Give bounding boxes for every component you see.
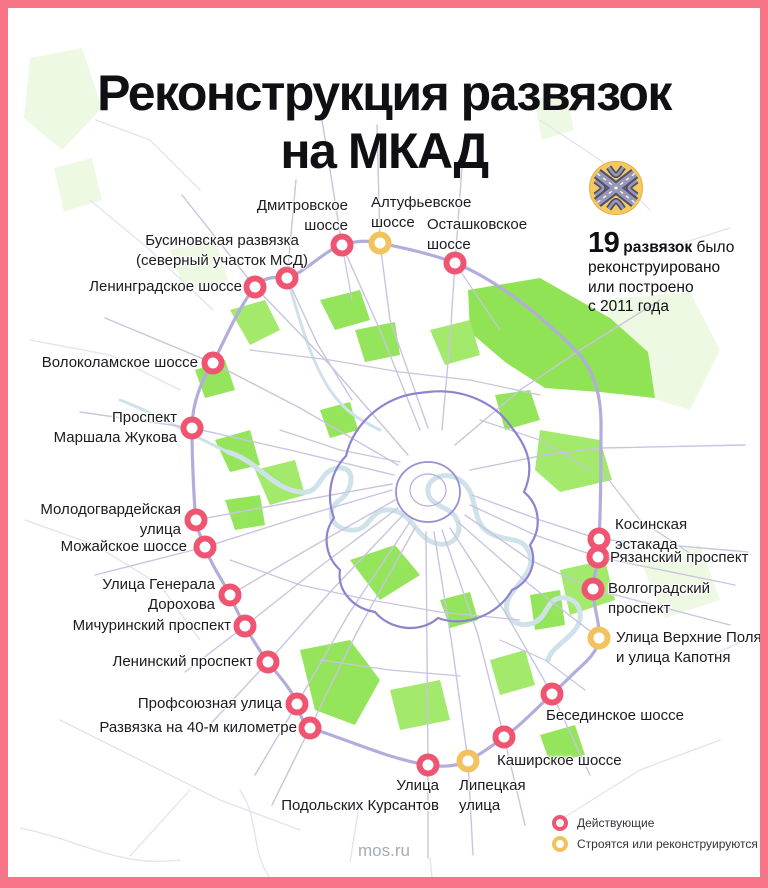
label-besedinskoe: Бесединское шоссе	[546, 707, 684, 724]
label-ostashkovskoe: Осташковское шоссе	[427, 216, 528, 253]
label-leningradskoe: Ленинградское шоссе	[89, 278, 242, 295]
marker-volokolamskoe	[202, 352, 225, 375]
label-profsoyuznaya: Профсоюзная улица	[137, 695, 282, 712]
stat-line4: с 2011 года	[588, 298, 669, 315]
label-ryazansky: Рязанский проспект	[610, 549, 749, 566]
marker-molodogvardeyskaya	[185, 509, 208, 532]
marker-podolskikh	[417, 754, 440, 777]
legend-label-active: Действующие	[577, 815, 655, 830]
footer-source: mos.ru	[358, 841, 410, 860]
marker-volgogradsky	[582, 578, 605, 601]
label-altufevskoe: Алтуфьевское шоссе	[371, 194, 472, 231]
marker-leninsky	[257, 651, 280, 674]
label-volokolamskoe: Волоколамское шоссе	[41, 354, 198, 371]
interchange-icon	[588, 160, 644, 216]
label-lipetskaya: Липецкая улица	[459, 777, 526, 814]
label-volgogradsky: Волгоградский проспект	[608, 580, 710, 617]
stat-line2: реконструировано	[588, 259, 721, 276]
label-leninsky: Ленинский проспект	[112, 653, 253, 670]
marker-km40	[299, 717, 322, 740]
label-michurinsky: Мичуринский проспект	[72, 617, 231, 634]
page-title-line1: Реконструкция развязок	[97, 64, 671, 121]
stat-panel	[588, 160, 758, 317]
marker-besedinskoe	[541, 683, 564, 706]
marker-leningradskoe	[244, 276, 267, 299]
label-verkhnie-polya: Улица Верхние Поля и улица Капотня	[616, 629, 762, 666]
marker-kashirskoe	[493, 726, 516, 749]
marker-verkhnie-polya	[588, 627, 611, 650]
marker-zhukova	[181, 417, 204, 440]
label-kosinskaya: Косинская эстакада	[615, 516, 688, 553]
marker-altufevskoe	[369, 232, 392, 255]
marker-michurinsky	[234, 615, 257, 638]
marker-profsoyuznaya	[286, 693, 309, 716]
legend-dot-active	[552, 815, 568, 831]
page-title-line2: на МКАД	[280, 122, 488, 179]
label-businovskaya: Бусиновская развязка (северный участок МСД)	[135, 232, 309, 269]
marker-dmitrovskoe	[331, 234, 354, 257]
stat-line3: или построено	[588, 278, 694, 296]
stat-bold-word: развязок	[623, 239, 693, 256]
marker-dorokhova	[219, 584, 242, 607]
marker-mozhayskoe	[194, 536, 217, 559]
legend-item-active	[552, 812, 758, 833]
label-podolskikh: Улица Подольских Курсантов	[281, 777, 439, 814]
stat-line1-rest: было	[696, 239, 735, 256]
marker-lipetskaya	[457, 750, 480, 773]
legend-label-construction: Строятся или реконструируются	[577, 836, 758, 851]
label-dorokhova: Улица Генерала Дорохова	[102, 576, 215, 613]
label-dmitrovskoe: Дмитровское шоссе	[256, 197, 348, 234]
marker-ryazansky	[587, 546, 610, 569]
label-molodogvardeyskaya: Молодогвардейская улица	[40, 501, 181, 538]
label-km40: Развязка на 40-м километре	[99, 719, 297, 736]
park-areas	[195, 278, 655, 763]
label-zhukova: Проспект Маршала Жукова	[53, 409, 177, 446]
label-mozhayskoe: Можайское шоссе	[60, 538, 187, 555]
label-kashirskoe: Каширское шоссе	[497, 752, 622, 769]
stat-number: 19	[588, 227, 620, 259]
stat-text	[588, 227, 758, 317]
